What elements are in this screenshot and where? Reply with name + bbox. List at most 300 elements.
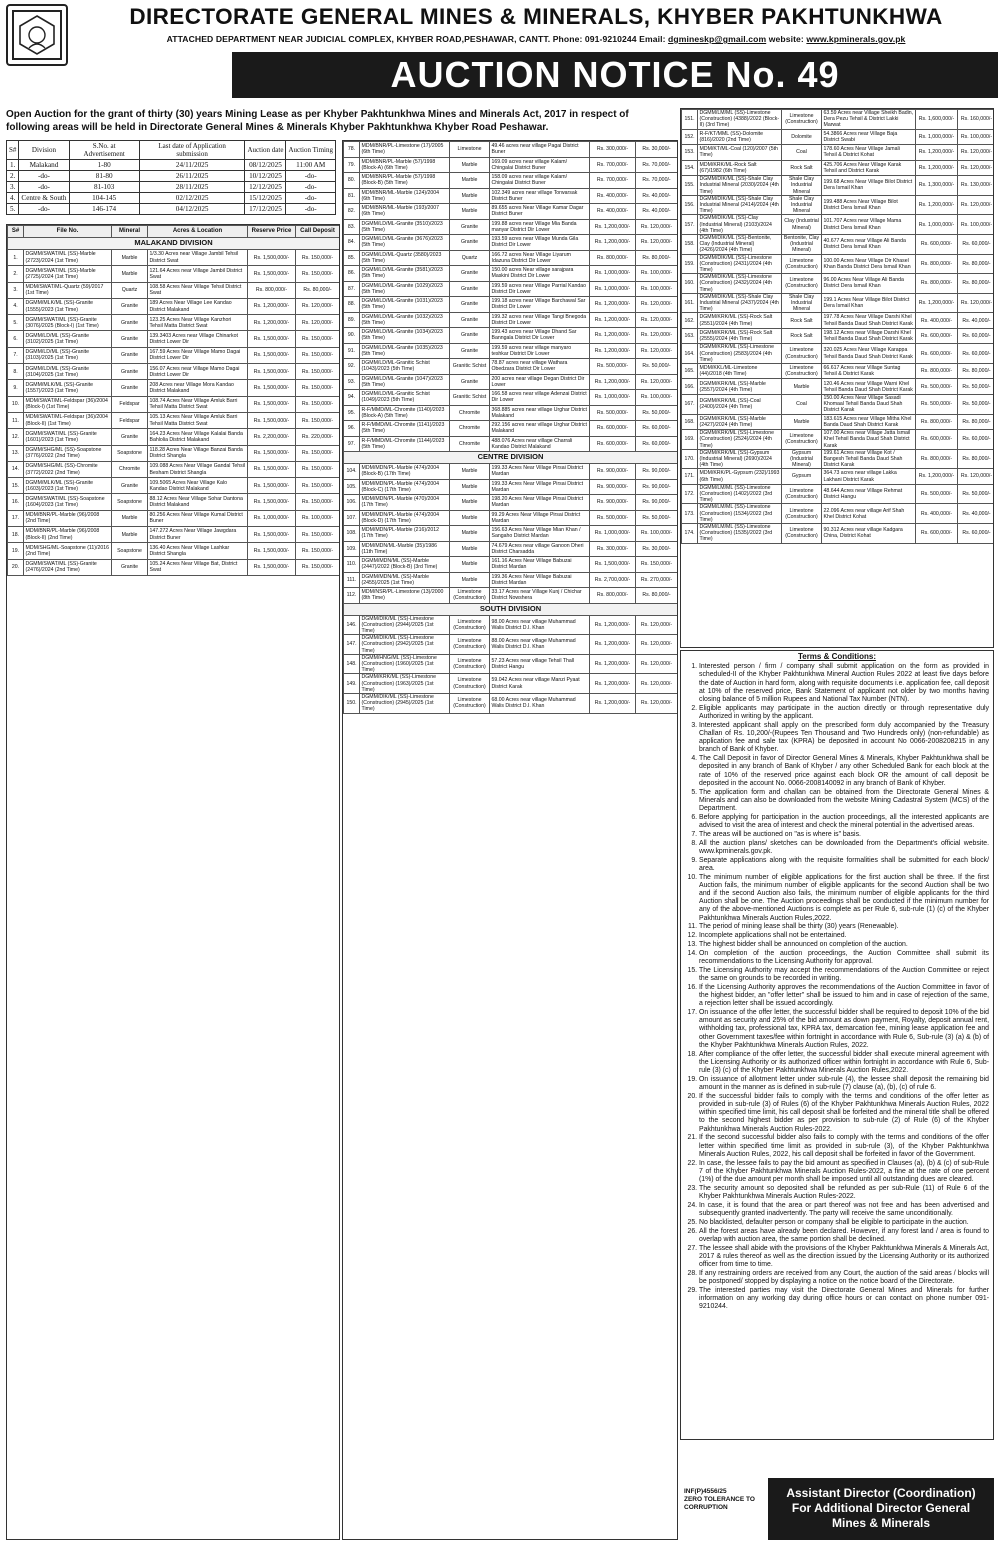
lot-cell: Rs. 60,000/- <box>636 436 678 452</box>
lot-cell: Chromite <box>450 421 490 437</box>
lot-cell: Granite <box>450 297 490 313</box>
lot-cell: Rs. 600,000/- <box>916 328 958 344</box>
lot-cell: 107.00 Acres near Village Jatta Ismail Khel Tehsil Banda Daud Shah District Karak <box>822 430 916 450</box>
lot-cell: DGMM/LD/ML-Quartz (3580)/2023 (5th Time) <box>360 250 450 266</box>
lot-row <box>344 479 678 495</box>
term-item: 26. All the forest areas have already been declared. However, if any forest land / area is found to overlap with auction area, the same portion shall be declined. <box>699 1228 989 1244</box>
lot-cell: Rs. 60,000/- <box>958 524 995 544</box>
lot-cell: DGMM/DIK/ML (SS)-Limestone (Construction) (2944)/2025 (1st Time) <box>360 615 450 635</box>
page-title: DIRECTORATE GENERAL MINES & MINERALS, KHYBER PAKHTUNKHWA <box>129 4 943 29</box>
address-text: ATTACHED DEPARTMENT NEAR JUDICIAL COMPLEX, KHYBER ROAD,PESHAWAR, CANTT. Phone: 091-9210244 Email: <box>166 34 666 44</box>
term-item: 9. Separate applications along with the requisite formalities shall be submitted for each block/ area. <box>699 857 989 873</box>
schedule-row <box>7 160 336 171</box>
lot-row <box>8 282 340 298</box>
lot-cell: 108. <box>344 526 360 542</box>
lot-cell: Rs. 40,000/- <box>958 313 995 329</box>
lot-cell: 425.706 Acres Near Village Karak Tehsil and District Karak <box>822 160 916 176</box>
lot-cell: Rs. 600,000/- <box>916 430 958 450</box>
lot-cell: Rs. 1,000,000/- <box>916 215 958 235</box>
term-item: 20. If the successful bidder fails to comply with the terms and conditions of the offer letter as provided in sub-rule (3) of Rules (6) of the Khyber Pakhtunkhwa Minerals Auction Rules, 2022 within specified time limit, his call deposit shall be forfeited and the mineral title shall be offered to the second highest bidder as per provision to sub-rule (2) of Rule (6) of the Khyber Pakhtunkhwa Minerals Auction Rules-2022. <box>699 1093 989 1134</box>
lot-cell: Granite <box>450 266 490 282</box>
lot-cell: Granite <box>450 328 490 344</box>
lot-cell: Rs. 120,000/- <box>636 635 678 655</box>
lot-cell: Rs. 60,000/- <box>958 328 995 344</box>
zero-tolerance-text: ZERO TOLERANCE TO CORRUPTION <box>684 1496 755 1511</box>
lot-header: File No. <box>24 226 112 238</box>
schedule-cell: 02/12/2025 <box>139 193 245 204</box>
lot-cell: DGMM/LD/ML-Granite (3676)/2023 (5th Time) <box>360 235 450 251</box>
lot-row <box>8 364 340 380</box>
lot-cell: 48.644 Acres near Village Rehmat District Hangu <box>822 484 916 504</box>
lot-row <box>344 390 678 406</box>
lot-table-centre <box>343 141 678 714</box>
term-item: 10. The minimum number of eligible applications for the first auction shall be three. If the first Auction fails, the minimum number of eligible applicants for the second Auction shall be two and if the second Auction also fails, the minimum number of eligible applicants for the third Auction shall be one. The Auction proceedings shall be conducted if the minimum number for any of the above-mentioned Auctions is complete as per Rule 6, sub-rule (1) (c) of the Khyber Pakhtunkhwa Minerals Auction Rules,2022. <box>699 874 989 923</box>
lot-cell: 167.59 Acres Near Village Mamo Dagai District Lower Dir <box>148 347 248 363</box>
lot-row <box>344 142 678 158</box>
lot-cell: Rs. 80,000/- <box>636 250 678 266</box>
lot-cell: 109.5065 Acres Near Village Kalo Kandao District Malakand <box>148 478 248 494</box>
lot-cell: Rs. 300,000/- <box>590 142 636 158</box>
lot-cell: 88.00 Acres near village Muhammad Walis District D.I. Khan <box>490 635 590 655</box>
lot-row <box>344 343 678 359</box>
division-heading-row <box>344 452 678 464</box>
lot-cell: DGMM/LD/ML-Granite (1031)/2023 (5th Time) <box>360 297 450 313</box>
lot-cell: Quartz <box>450 250 490 266</box>
lot-cell: Granite <box>112 347 148 363</box>
lot-cell: 199.43 acres near Village Dhand Sar Banngala District Dir Lower <box>490 328 590 344</box>
lot-cell: 198.12 Acres near Village Darshi Khel Tehsil Banda Daud Shah District Karak <box>822 328 916 344</box>
lot-cell: 166.58 acres near village Adenzai District Dir Lower <box>490 390 590 406</box>
lot-row <box>344 281 678 297</box>
lot-row <box>344 312 678 328</box>
lot-row <box>8 461 340 477</box>
lot-cell: Granite <box>450 312 490 328</box>
lot-cell: Marble <box>450 557 490 573</box>
malakand-column <box>6 224 340 1540</box>
lot-cell: Rs. 1,200,000/- <box>590 312 636 328</box>
lot-cell: 109.088 Acres Near Village Gandal Tehsil Besham District Shangla <box>148 461 248 477</box>
lot-cell: 102.349 acres near village Torwarsak District Buner <box>490 188 590 204</box>
lot-cell: DGMM/KRK/ML (SS)-Rock Salt (2551)/2024 (4th Time) <box>698 313 782 329</box>
lot-cell: Rs. 120,000/- <box>296 298 340 314</box>
lot-cell: DGMM/LD/ML (SS)-Granite (3104)/2025 (1st Time) <box>24 364 112 380</box>
lot-cell: 16. <box>8 494 24 510</box>
lot-row <box>682 254 995 274</box>
lot-row <box>344 235 678 251</box>
lot-cell: Rs. 270,000/- <box>636 572 678 588</box>
lot-row <box>8 543 340 559</box>
auction-schedule-table <box>6 140 336 215</box>
lot-cell: Granite <box>112 429 148 445</box>
lot-cell: 171. <box>682 469 698 485</box>
lot-cell: 189 Acres Near Village Lee Kandao District Malakand <box>148 298 248 314</box>
lot-cell: Rs. 800,000/- <box>590 250 636 266</box>
lot-cell: Rs. 120,000/- <box>958 145 995 161</box>
lot-cell: R-F/MMD/ML-Chromite (1144)/2023 (5th Time) <box>360 436 450 452</box>
schedule-cell: 17/12/2025 <box>245 204 286 215</box>
lot-cell: Chromite <box>112 461 148 477</box>
email-link[interactable]: dgmineskp@gmail.com <box>668 34 767 44</box>
lot-cell: 152. <box>682 129 698 145</box>
lot-row <box>8 396 340 412</box>
schedule-cell: 3. <box>7 182 19 193</box>
lot-cell: Rs. 120,000/- <box>636 219 678 235</box>
lot-cell: Rs. 1,500,000/- <box>248 364 296 380</box>
schedule-header: Auction Timing <box>286 141 336 160</box>
schedule-header: S.No. at Advertisement <box>69 141 139 160</box>
lot-cell: MDM/MDN/PL-Marble (216)/2012 (17th Time) <box>360 526 450 542</box>
lot-row <box>682 524 995 544</box>
division-heading-row <box>8 238 340 250</box>
lot-cell: 96. <box>344 421 360 437</box>
lot-cell: 108.74 Acres Near Village Amluk Barri Tehsil Matta District Swat <box>148 396 248 412</box>
lot-cell: 22.096 Acres near village Arif Shah Khel District Kohat <box>822 504 916 524</box>
lot-cell: Granite <box>112 298 148 314</box>
lot-cell: 199.18 acres near Village Barchawal Sar District Dir Lower <box>490 297 590 313</box>
lot-cell: DGMM/SWAT/ML (SS)-Marble (2723)/2024 (1st Time) <box>24 250 112 266</box>
lot-cell: Rs. 80,000/- <box>958 414 995 430</box>
lot-row <box>682 394 995 414</box>
lot-cell: 107. <box>344 510 360 526</box>
lot-cell: DGMM/SWAT/ML (SS)-Granite (2476)/2024 (2nd Time) <box>24 559 112 575</box>
lot-cell: MDM/BNR/ML-Marble (124)/2004 (6th Time) <box>360 188 450 204</box>
lot-row <box>682 110 995 130</box>
lot-cell: MDM/MDN/PL-Marble (474)/2004 (Block-D) (17th Time) <box>360 510 450 526</box>
lot-cell: 148. <box>344 654 360 674</box>
lot-cell: Marble <box>450 495 490 511</box>
schedule-header: Last date of Application submission <box>139 141 245 160</box>
lot-row <box>682 129 995 145</box>
lot-cell: DGMM/LD/ML-Granite (1032)/2023 (5th Time) <box>360 312 450 328</box>
lot-cell: 9. <box>8 380 24 396</box>
terms-title: Terms & Conditions: <box>797 652 877 661</box>
lot-cell: 169.09 acres near village Kalam/ Chingalai District Buner <box>490 157 590 173</box>
auction-notice-banner: AUCTION NOTICE No. 49 <box>232 52 998 98</box>
lot-cell: Shale Clay Industrial Mineral <box>782 176 822 196</box>
lot-cell: MDM/MDN/PL-Marble (474)/2004 (Block-B) (17th Time) <box>360 464 450 480</box>
lot-cell: Rs. 1,600,000/- <box>916 110 958 130</box>
lot-cell: Rs. 500,000/- <box>916 379 958 395</box>
lot-cell: 3. <box>8 282 24 298</box>
lot-cell: 199.59 acres near Village Parrial Kandao District Dir Lower <box>490 281 590 297</box>
lot-row <box>344 250 678 266</box>
schedule-cell: 24/11/2025 <box>139 160 245 171</box>
signatory-department: Mines & Minerals <box>831 1516 931 1530</box>
lot-cell: Rs. 800,000/- <box>248 282 296 298</box>
lot-cell: DGMM/SHG/ML (SS)-Soapstone (3776)/2022 (2nd Time) <box>24 445 112 461</box>
lot-cell: Feldspar <box>112 396 148 412</box>
lot-cell: DGMM/KRK/ML (SS)-Marble (2427)/2024 (4th Time) <box>698 414 782 430</box>
lot-cell: Granite <box>112 380 148 396</box>
lot-cell: Rs. 1,500,000/- <box>248 527 296 543</box>
lot-cell: Rs. 500,000/- <box>590 405 636 421</box>
lot-cell: Rs. 800,000/- <box>916 414 958 430</box>
term-item: 13. The highest bidder shall be announced on completion of the auction. <box>699 941 989 949</box>
lot-cell: 199.1 Acres Near Village Bilot District Dera Ismail Khan <box>822 293 916 313</box>
lot-cell: 208 Acres near Village Mora Kandao District Malakand <box>148 380 248 396</box>
lot-cell: 166. <box>682 379 698 395</box>
lot-cell: Soapstone <box>112 445 148 461</box>
term-item: 2. Eligible applicants may participate in the auction directly or through representative duly Authorized in writing by the applicant. <box>699 705 989 721</box>
lot-cell: Rs. 1,500,000/- <box>248 250 296 266</box>
lot-cell: 165. <box>682 363 698 379</box>
lot-cell: DGMM/SWAT/ML (SS)-Granite (3076)/2025 (Block-I) (1st Time) <box>24 315 112 331</box>
lot-cell: DGMM/LD/ML-Granitic Schist (1049)/2023 (5th Time) <box>360 390 450 406</box>
lot-cell: Rs. 2,700,000/- <box>590 572 636 588</box>
lot-cell: Rs. 30,000/- <box>636 541 678 557</box>
lot-cell: Chromite <box>450 405 490 421</box>
lot-cell: MDM/SWAT/ML-Feldspar (36)/2004 (Block-I) (1st Time) <box>24 396 112 412</box>
lot-cell: Clay (Industrial Mineral) <box>782 215 822 235</box>
lot-cell: 193.59 acres near Village Munda Gila District Dir Lower <box>490 235 590 251</box>
lot-row <box>344 526 678 542</box>
lot-cell: 199.32 acres near Village Tangi Bnegoda District Dir Lower <box>490 312 590 328</box>
term-item: 4. The Call Deposit in favor of Director General Mines & Minerals, Khyber Pakhtunkhwa shall be deposited in any branch of Bank of Khyber / any other Scheduled Bank for each block at the rate of 10% of the reserved price against each block OR the amount of call deposit be deposited in the account No. 0066-2008140092 in any branch of Bank of Khyber. <box>699 755 989 788</box>
lot-cell: Rs. 1,500,000/- <box>248 380 296 396</box>
lot-cell: 118.28 Acres Near Village Banzai Banda District Shangla <box>148 445 248 461</box>
lot-cell: Rs. 1,200,000/- <box>590 343 636 359</box>
lot-cell: Rs. 150,000/- <box>296 494 340 510</box>
lot-cell: 320.025 Acres Near Village Karappa Tehsil Banda Daud Shah District Karak <box>822 344 916 364</box>
lot-cell: Rs. 120,000/- <box>296 315 340 331</box>
lot-cell: Rs. 120,000/- <box>958 160 995 176</box>
lot-cell: Limestone (Construction) <box>782 110 822 130</box>
lot-row <box>682 363 995 379</box>
lot-cell: 66.617 Acres near Village Suntag Tehsil & District Karak <box>822 363 916 379</box>
lot-cell: 83. <box>344 219 360 235</box>
lot-cell: 199.68 Acres Near Village Bilot District Dera Ismail Khan <box>822 176 916 196</box>
term-item: 19. On issuance of allotment letter under sub-rule (4), the lessee shall deposit the remaining bid amount in the manner as is defined in sub-rule (7) clause (a), (b), (c) of rule 6. <box>699 1076 989 1092</box>
lot-cell: Rs. 120,000/- <box>636 615 678 635</box>
lot-cell: Rs. 600,000/- <box>590 436 636 452</box>
page-header <box>0 0 1000 102</box>
website-label: website: <box>768 34 804 44</box>
lot-cell: 164.23 Acres Near Village Kalalai Banda Bahlolia District Malakand <box>148 429 248 445</box>
lot-cell: MDM/BNR/PL-Marble (96)/2008 (2nd Time) <box>24 510 112 526</box>
lot-row <box>682 145 995 161</box>
centre-column <box>342 140 678 1540</box>
lot-row <box>8 559 340 575</box>
lot-cell: MDM/SWAT/ML-Feldspar (36)/2004 (Block-II) (1st Time) <box>24 412 112 428</box>
lot-cell: DGMM/LM/ML (SS)-Limestone (Construction) (1534)/2022 (3rd Time) <box>698 504 782 524</box>
lot-cell: Rs. 1,500,000/- <box>248 266 296 282</box>
lot-cell: Rs. 120,000/- <box>636 312 678 328</box>
term-item: 5. The application form and challan can be obtained from the Directorate General Mines & Minerals and can also be downloaded from the website Mining Cadastral System (MCS) of the Department. <box>699 789 989 814</box>
lot-cell: Marble <box>450 173 490 189</box>
lot-cell: Rs. 120,000/- <box>636 654 678 674</box>
lot-cell: 168. <box>682 414 698 430</box>
lot-cell: Rs. 130,000/- <box>958 176 995 196</box>
lot-cell: Rs. 120,000/- <box>958 195 995 215</box>
lot-cell: 156.07 Acres near Village Mamo Dagai District Lower Dir <box>148 364 248 380</box>
lot-cell: 15. <box>8 478 24 494</box>
lot-cell: 49.46 acres near village Pagai District Buner <box>490 142 590 158</box>
lot-cell: Rs. 1,200,000/- <box>916 469 958 485</box>
schedule-cell: 04/12/2025 <box>139 204 245 215</box>
schedule-cell: 81-103 <box>69 182 139 193</box>
lot-cell: 57.23 Acres near village Tehsil Thall District Hangu <box>490 654 590 674</box>
lot-cell: Rs. 400,000/- <box>916 313 958 329</box>
lot-cell: Rs. 1,500,000/- <box>248 396 296 412</box>
lot-cell: 98.00 Acres near village Muhammad Walis District D.I. Khan <box>490 615 590 635</box>
lot-cell: Rs. 1,200,000/- <box>590 693 636 713</box>
lot-table-south <box>681 109 994 544</box>
lot-cell: 147. <box>344 635 360 655</box>
term-item: 8. All the auction plans/ sketches can be downloaded from the Department's official website. www.kpminerals.gov.pk. <box>699 840 989 856</box>
lot-row <box>344 674 678 694</box>
lot-cell: 170. <box>682 449 698 469</box>
lot-row <box>344 173 678 189</box>
lot-cell: 292.156 acres near village Urghar District Malakand <box>490 421 590 437</box>
lot-row <box>8 315 340 331</box>
lot-cell: Rs. 500,000/- <box>916 394 958 414</box>
lot-cell: DGMM/DIK/ML (SS)-Shale Clay Industrial Mineral (2030)/2024 (4th Time) <box>698 176 782 196</box>
lot-cell: Rs. 1,500,000/- <box>248 461 296 477</box>
lot-row <box>8 298 340 314</box>
lot-cell: 199.488 Acres Near Village Bilot District Dera Ismail Khan <box>822 195 916 215</box>
lot-cell: Rs. 80,000/- <box>958 363 995 379</box>
lot-row <box>682 344 995 364</box>
lot-cell: 90. <box>344 328 360 344</box>
lot-cell: Rs. 120,000/- <box>958 293 995 313</box>
lot-cell: MDM/BNR/ML-Marble (193)/2007 (6th Time) <box>360 204 450 220</box>
lot-cell: Rs. 150,000/- <box>296 380 340 396</box>
lot-cell: Rs. 1,200,000/- <box>590 235 636 251</box>
lot-cell: Limestone (Construction) <box>450 635 490 655</box>
lot-cell: Limestone (Construction) <box>450 693 490 713</box>
website-link[interactable]: www.kpminerals.gov.pk <box>806 34 906 44</box>
lot-row <box>8 494 340 510</box>
lot-cell: Marble <box>112 510 148 526</box>
lot-row <box>344 588 678 604</box>
lot-cell: Rs. 120,000/- <box>636 343 678 359</box>
lot-cell: Rs. 600,000/- <box>916 234 958 254</box>
lot-cell: 100.00 Acres Near Village Dir Khasel Khan Banda District Dera Ismail Khan <box>822 254 916 274</box>
lot-cell: 19. <box>8 543 24 559</box>
lot-cell: Rs. 150,000/- <box>296 461 340 477</box>
lot-cell: 150. <box>344 693 360 713</box>
lot-cell: Marble <box>450 510 490 526</box>
inf-code <box>684 1488 764 1512</box>
lot-cell: Limestone (Construction) <box>782 344 822 364</box>
lot-cell: 109. <box>344 541 360 557</box>
lot-cell: Rs. 150,000/- <box>296 250 340 266</box>
lot-cell: 157. <box>682 215 698 235</box>
lot-row <box>344 464 678 480</box>
lot-cell: Rs. 120,000/- <box>636 297 678 313</box>
lot-cell: 106. <box>344 495 360 511</box>
lot-cell: Rs. 100,000/- <box>636 281 678 297</box>
lot-cell: 150.00 Acres Near Village Sasadi Khomaal Tehsil Banda Daud Shah District Karak <box>822 394 916 414</box>
lot-cell: Rs. 1,200,000/- <box>248 315 296 331</box>
lot-cell: Marble <box>112 527 148 543</box>
schedule-cell: -do- <box>286 171 336 182</box>
lot-cell: Granitic Schist <box>450 359 490 375</box>
term-item: 11. The period of mining lease shall be thirty (30) years (Renewable). <box>699 923 989 931</box>
schedule-cell: 12/12/2025 <box>245 182 286 193</box>
lot-cell: Limestone <box>450 142 490 158</box>
lot-row <box>8 331 340 347</box>
lot-cell: Granite <box>112 364 148 380</box>
lot-cell: 199.36 Acres Near Village Babuzai District Mardan <box>490 572 590 588</box>
lot-cell: Rs. 1,200,000/- <box>590 297 636 313</box>
lot-cell: Marble <box>450 204 490 220</box>
lot-cell: 162. <box>682 313 698 329</box>
lot-cell: Rs. 150,000/- <box>296 543 340 559</box>
lot-cell: Rs. 80,000/- <box>958 449 995 469</box>
lot-cell: 97. <box>344 436 360 452</box>
lot-cell: 101.707 Acres near Village Mama District Dera Ismail Khan <box>822 215 916 235</box>
lot-row <box>344 572 678 588</box>
lot-cell: 199.33 Acres Near Village Pirsai District Mardan <box>490 464 590 480</box>
lot-cell: Soapstone <box>112 543 148 559</box>
lot-cell: 200 acres near village Degan District Dir Lower <box>490 374 590 390</box>
lot-cell: 123.25 Acres Near Village Kanzhori Tehsil Matta District Swat <box>148 315 248 331</box>
inf-number: INF(P)4556/25 <box>684 1488 727 1495</box>
lot-row <box>682 195 995 215</box>
lot-header: S# <box>8 226 24 238</box>
lot-row <box>8 510 340 526</box>
signature-block <box>768 1478 994 1540</box>
lot-cell: Rs. 800,000/- <box>916 274 958 294</box>
lot-cell: Granite <box>112 331 148 347</box>
lot-row <box>344 374 678 390</box>
schedule-cell: 2. <box>7 171 19 182</box>
schedule-row <box>7 193 336 204</box>
lot-cell: 166.72 acres Near Village Liyarum Idazuna District Dir Lower <box>490 250 590 266</box>
lot-cell: Rs. 1,500,000/- <box>248 559 296 575</box>
lot-row <box>344 157 678 173</box>
lot-cell: Shale Clay Industrial Mineral <box>782 195 822 215</box>
lot-cell: Rs. 500,000/- <box>590 359 636 375</box>
lot-cell: R-F/KT/MML (SS)-Dolomite (816)/2020 (2nd Time) <box>698 129 782 145</box>
lot-cell: Rs. 900,000/- <box>590 464 636 480</box>
lot-cell: Rs. 150,000/- <box>296 364 340 380</box>
lot-cell: R-F/MMD/ML-Chromite (1140)/2023 (Block-A) (5th Time) <box>360 405 450 421</box>
lot-cell: DGMM/KRK/ML (SS)-Limestone (Construction) (1963)/2025 (1st Time) <box>360 674 450 694</box>
lot-cell: 169. <box>682 430 698 450</box>
lot-cell: Rs. 700,000/- <box>590 173 636 189</box>
lot-cell: DGMM/LD/ML-Granite (1029)/2023 (5th Time) <box>360 281 450 297</box>
lot-cell: 172. <box>682 484 698 504</box>
lot-cell: Rs. 150,000/- <box>296 445 340 461</box>
schedule-cell: 4. <box>7 193 19 204</box>
lot-cell: Marble <box>112 266 148 282</box>
lot-cell: 99.29 Acres Near Village Pirsai District Mardan <box>490 510 590 526</box>
contact-line <box>78 34 994 44</box>
lot-cell: Rs. 90,000/- <box>636 464 678 480</box>
lot-cell: 183.615 Acres near Village Mitha Khel Banda Daud Shah District Karak <box>822 414 916 430</box>
schedule-cell: -do- <box>19 171 69 182</box>
lot-cell: Rock Salt <box>782 328 822 344</box>
schedule-cell: 08/12/2025 <box>245 160 286 171</box>
lot-header: Acres & Location <box>148 226 248 238</box>
lot-cell: Rs. 1,500,000/- <box>248 543 296 559</box>
lot-cell: Marble <box>450 541 490 557</box>
lot-cell: Rs. 400,000/- <box>916 504 958 524</box>
lot-cell: Shale Clay Industrial Mineral <box>782 293 822 313</box>
lot-cell: Rs. 100,000/- <box>636 390 678 406</box>
lot-cell: 94. <box>344 390 360 406</box>
lot-cell: MDM/KKL/ML-Limestone (44)/2018 (4th Time) <box>698 363 782 379</box>
lot-row <box>344 204 678 220</box>
lot-cell: Rs. 90,000/- <box>636 479 678 495</box>
lot-row <box>8 380 340 396</box>
lot-cell: DGMM/MLK/ML (SS)-Granite (1557)/2023 (1st Time) <box>24 380 112 396</box>
lot-cell: 104. <box>344 464 360 480</box>
lot-cell: Rs. 400,000/- <box>590 188 636 204</box>
lot-cell: MDM/KRK/PL-Gypsum (232)/1993 (6th Time) <box>698 469 782 485</box>
